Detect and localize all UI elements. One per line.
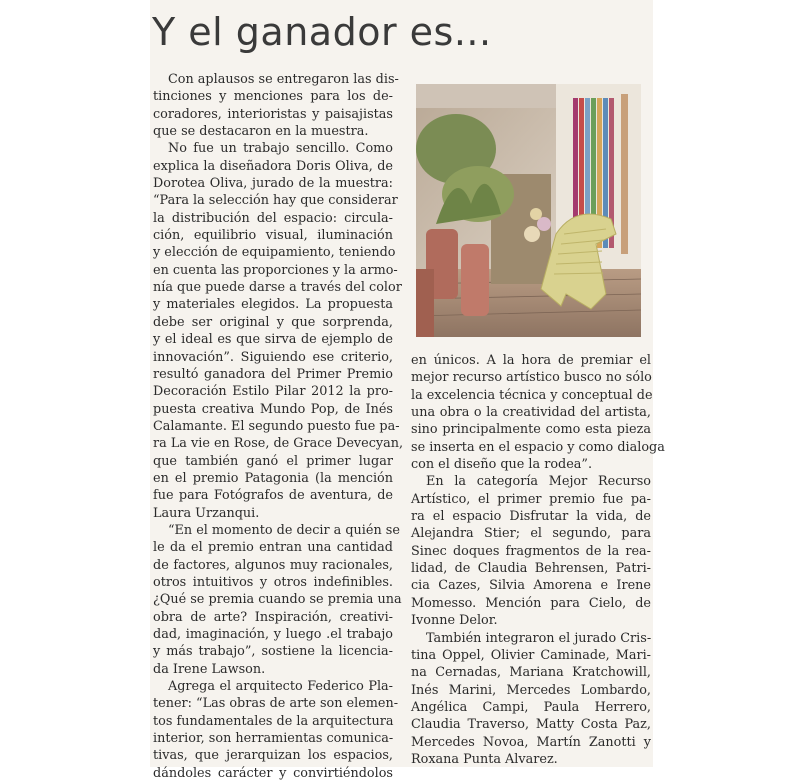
- text-line: Ivonne Delor.: [411, 613, 498, 629]
- text-line: mejor recurso artístico busco no sólo: [411, 370, 652, 386]
- text-line: innovación”. Siguiendo ese criterio,: [153, 349, 393, 365]
- garden-chair-photo: [416, 84, 641, 337]
- text-line: en cuenta las proporciones y la armo-: [153, 262, 398, 278]
- text-line: Laura Urzanqui.: [153, 505, 260, 521]
- text-line: sino principalmente como esta pieza: [411, 422, 651, 438]
- text-line: dad, imaginación, y luego .el trabajo: [153, 627, 393, 642]
- text-line: Inés Marini, Mercedes Lombardo,: [411, 682, 651, 698]
- text-line: También integraron el jurado Cris-: [426, 630, 652, 646]
- text-line: tinciones y menciones para los de-: [153, 89, 393, 105]
- text-line: y materiales elegidos. La propuesta: [153, 297, 393, 313]
- text-line: Roxana Punta Alvarez.: [411, 751, 558, 767]
- text-line: Agrega el arquitecto Federico Pla-: [168, 679, 393, 695]
- text-line: explica la diseñadora Doris Oliva, de: [153, 158, 393, 174]
- text-line: fue para Fotógrafos de aventura, de: [153, 488, 393, 504]
- article-column-2: [411, 352, 665, 768]
- text-line: ra La vie en Rose, de Grace Devecyan,: [153, 436, 404, 452]
- text-line: En la categoría Mejor Recurso: [426, 474, 651, 490]
- text-line: Sinec doques fragmentos de la rea-: [411, 543, 651, 559]
- text-line: la distribución del espacio: circula-: [153, 210, 393, 226]
- text-line: “Para la selección hay que considerar: [153, 193, 398, 209]
- text-line: ra el espacio Disfrutar la vida, de: [411, 509, 651, 525]
- text-line: con el diseño que la rodea”.: [411, 457, 593, 473]
- text-line: Alejandra Stier; el segundo, para: [411, 526, 651, 542]
- text-line: se inserta en el espacio y como dialoga: [411, 439, 665, 455]
- text-line: una obra o la creatividad del artista,: [411, 405, 651, 421]
- text-line: dándoles carácter y convirtiéndolos: [153, 765, 393, 781]
- text-line: tener: “Las obras de arte son elemen-: [153, 696, 399, 712]
- text-line: en únicos. A la hora de premiar el: [411, 353, 651, 368]
- text-line: lidad, de Claudia Behrensen, Patri-: [411, 561, 651, 577]
- text-line: ción, equilibrio visual, iluminación: [153, 228, 393, 244]
- text-line: tina Oppel, Olivier Caminade, Mari-: [411, 647, 651, 663]
- text-line: Con aplausos se entregaron las dis-: [168, 72, 399, 87]
- article-column-1: [153, 71, 404, 782]
- text-line: ¿Qué se premia cuando se premia una: [153, 592, 402, 608]
- text-line: otros intuitivos y otros indefinibles.: [153, 574, 393, 590]
- text-line: interior, son herramientas comunica-: [153, 731, 394, 747]
- text-line: obra de arte? Inspiración, creativi-: [153, 609, 393, 625]
- text-line: le da el premio entran una cantidad: [153, 540, 393, 556]
- text-line: tivas, que jerarquizan los espacios,: [153, 748, 393, 764]
- text-line: y más trabajo”, sostiene la licencia-: [153, 644, 393, 660]
- text-line: que se destacaron en la muestra.: [153, 124, 369, 140]
- text-line: Calamante. El segundo puesto fue pa-: [153, 418, 400, 434]
- text-line: nía que puede darse a través del color: [153, 280, 402, 296]
- article-headline: Y el ganador es...: [152, 10, 492, 54]
- text-line: cia Cazes, Silvia Amorena e Irene: [411, 578, 651, 594]
- article-photo: [416, 84, 641, 337]
- text-line: tos fundamentales de la arquitectura: [153, 713, 394, 729]
- text-line: Dorotea Oliva, jurado de la muestra:: [153, 176, 393, 192]
- text-line: Decoración Estilo Pilar 2012 la pro-: [153, 384, 393, 400]
- text-line: Momesso. Mención para Cielo, de: [411, 595, 651, 611]
- text-line: Mercedes Novoa, Martín Zanotti y: [411, 734, 651, 750]
- text-line: en el premio Patagonia (la mención: [153, 470, 393, 486]
- text-line: y el ideal es que sirva de ejemplo de: [153, 332, 393, 348]
- text-line: resultó ganadora del Primer Premio: [153, 366, 393, 382]
- text-line: Artístico, el primer premio fue pa-: [411, 491, 651, 507]
- text-line: Angélica Campi, Paula Herrero,: [411, 699, 651, 715]
- text-line: na Cernadas, Mariana Kratchowill,: [411, 665, 651, 681]
- text-line: de factores, algunos muy racionales,: [153, 557, 393, 573]
- text-line: y elección de equipamiento, teniendo: [153, 245, 396, 261]
- text-line: que también ganó el primer lugar: [153, 453, 393, 469]
- text-line: puesta creativa Mundo Pop, de Inés: [153, 401, 393, 417]
- text-line: la excelencia técnica y conceptual de: [411, 387, 653, 403]
- text-line: da Irene Lawson.: [153, 661, 266, 677]
- text-line: coradores, interioristas y paisajistas: [153, 106, 393, 122]
- text-line: Claudia Traverso, Matty Costa Paz,: [411, 717, 651, 733]
- text-line: debe ser original y que sorprenda,: [153, 314, 393, 330]
- text-line: “En el momento de decir a quién se: [168, 522, 400, 538]
- text-line: No fue un trabajo sencillo. Como: [168, 141, 393, 157]
